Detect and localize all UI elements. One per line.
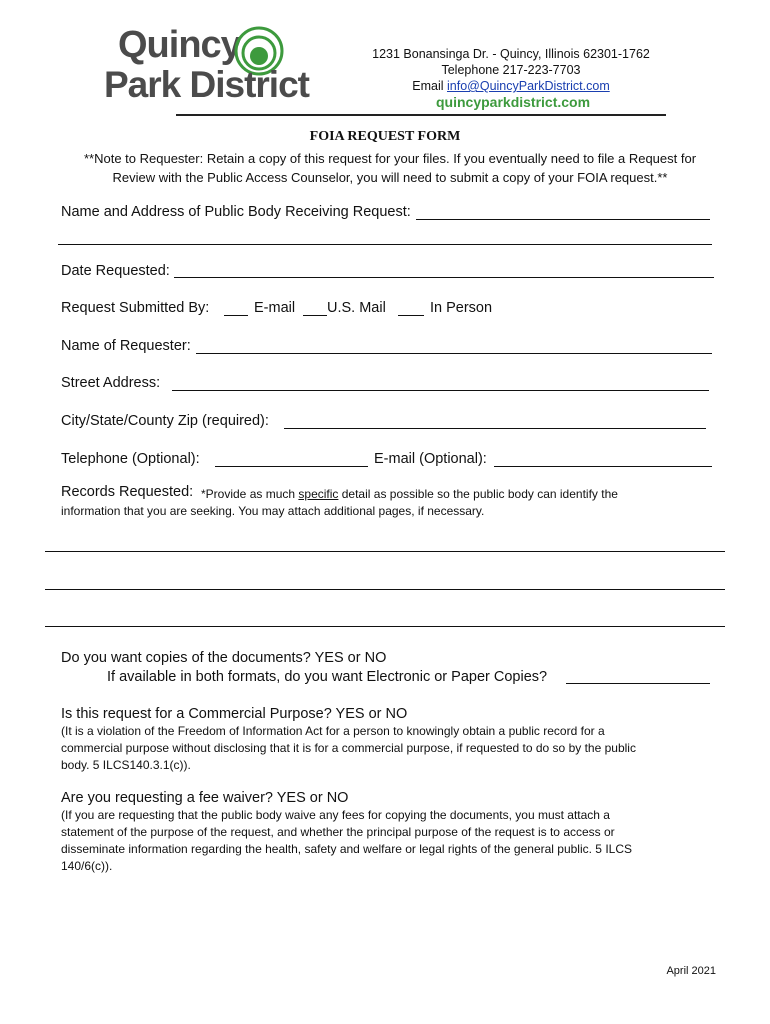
header-divider xyxy=(176,114,666,116)
records-field-line1[interactable] xyxy=(45,551,725,552)
commercial-help xyxy=(61,723,636,774)
logo-text-line1: Quincy xyxy=(118,24,241,66)
submitted-email-checkbox[interactable] xyxy=(224,315,248,316)
records-help-emphasis: specific xyxy=(298,487,339,501)
header-website[interactable]: quincyparkdistrict.com xyxy=(436,94,591,110)
submitted-mail-checkbox[interactable] xyxy=(303,315,327,316)
public-body-field[interactable] xyxy=(416,219,710,220)
fee-waiver-help-line3: disseminate information regarding the health, safety and welfare or legal rights of the general public. 5 ILCS xyxy=(61,842,632,856)
fee-waiver-help-line1: (If you are requesting that the public body waive any fees for copying the documents, you must attach a xyxy=(61,808,610,822)
records-help-pre: *Provide as much xyxy=(201,487,296,501)
city-state-zip-label: City/State/County Zip (required): xyxy=(61,413,269,429)
copies-question: Do you want copies of the documents? YES or NO xyxy=(61,650,387,666)
requester-note-line1: **Note to Requester: Retain a copy of this request for your files. If you eventually need to file a Request for xyxy=(83,151,697,166)
logo-text-line2: Park District xyxy=(104,64,309,105)
requester-note-line2: Review with the Public Access Counselor, you will need to submit a copy of your FOIA request.** xyxy=(112,170,668,185)
city-state-zip-field[interactable] xyxy=(284,428,706,429)
quincy-park-district-logo xyxy=(104,24,310,110)
telephone-label: Telephone (Optional): xyxy=(61,451,200,467)
header-email-label: Email xyxy=(412,79,444,93)
commercial-purpose-question: Is this request for a Commercial Purpose? YES or NO xyxy=(61,706,408,722)
public-body-label: Name and Address of Public Body Receiving Request: xyxy=(61,204,411,220)
fee-waiver-help-line4: 140/6(c)). xyxy=(61,859,113,873)
header-email-link[interactable]: info@QuincyParkDistrict.com xyxy=(447,79,610,93)
requester-name-label: Name of Requester: xyxy=(61,338,191,354)
street-address-field[interactable] xyxy=(172,390,709,391)
formats-answer-field[interactable] xyxy=(566,683,710,684)
records-field-line3[interactable] xyxy=(45,626,725,627)
requester-email-label: E-mail (Optional): xyxy=(374,451,487,467)
submitted-by-label: Request Submitted By: xyxy=(61,300,210,316)
records-help-post: detail as possible so the public body can identify the xyxy=(341,487,618,501)
commercial-help-line2: commercial purpose without disclosing that it is for a commercial purpose, if requested to do so by the public xyxy=(61,741,636,755)
submitted-mail-option: U.S. Mail xyxy=(327,300,386,316)
submitted-email-option: E-mail xyxy=(254,300,296,316)
records-requested-label: Records Requested: xyxy=(61,484,194,500)
fee-waiver-question: Are you requesting a fee waiver? YES or NO xyxy=(61,790,349,806)
requester-note xyxy=(60,149,720,187)
records-field-line2[interactable] xyxy=(45,589,725,590)
public-body-field-line2[interactable] xyxy=(58,244,712,245)
header-address: 1231 Bonansinga Dr. - Quincy, Illinois 62301-1762 xyxy=(372,47,650,61)
requester-name-field[interactable] xyxy=(196,353,712,354)
date-requested-field[interactable] xyxy=(174,277,714,278)
formats-question: If available in both formats, do you want Electronic or Paper Copies? xyxy=(107,669,548,685)
commercial-help-line1: (It is a violation of the Freedom of Information Act for a person to knowingly obtain a public record for a xyxy=(61,724,605,738)
records-help-line2: information that you are seeking. You may attach additional pages, if necessary. xyxy=(61,504,485,518)
submitted-in-person-option: In Person xyxy=(430,300,493,316)
submitted-in-person-checkbox[interactable] xyxy=(398,315,424,316)
fee-waiver-help-line2: statement of the purpose of the request, and whether the principal purpose of the request is to access or xyxy=(61,825,615,839)
street-address-label: Street Address: xyxy=(61,375,161,391)
commercial-help-line3: body. 5 ILCS140.3.1(c)). xyxy=(61,758,191,772)
records-help-line1 xyxy=(201,486,618,503)
footer-date: April 2021 xyxy=(666,965,716,977)
telephone-field[interactable] xyxy=(215,466,368,467)
requester-email-field[interactable] xyxy=(494,466,712,467)
header-email-row xyxy=(356,79,666,93)
date-requested-label: Date Requested: xyxy=(61,263,170,279)
form-title: FOIA REQUEST FORM xyxy=(309,129,461,144)
fee-waiver-help xyxy=(61,807,632,875)
header-telephone: Telephone 217-223-7703 xyxy=(441,63,581,77)
